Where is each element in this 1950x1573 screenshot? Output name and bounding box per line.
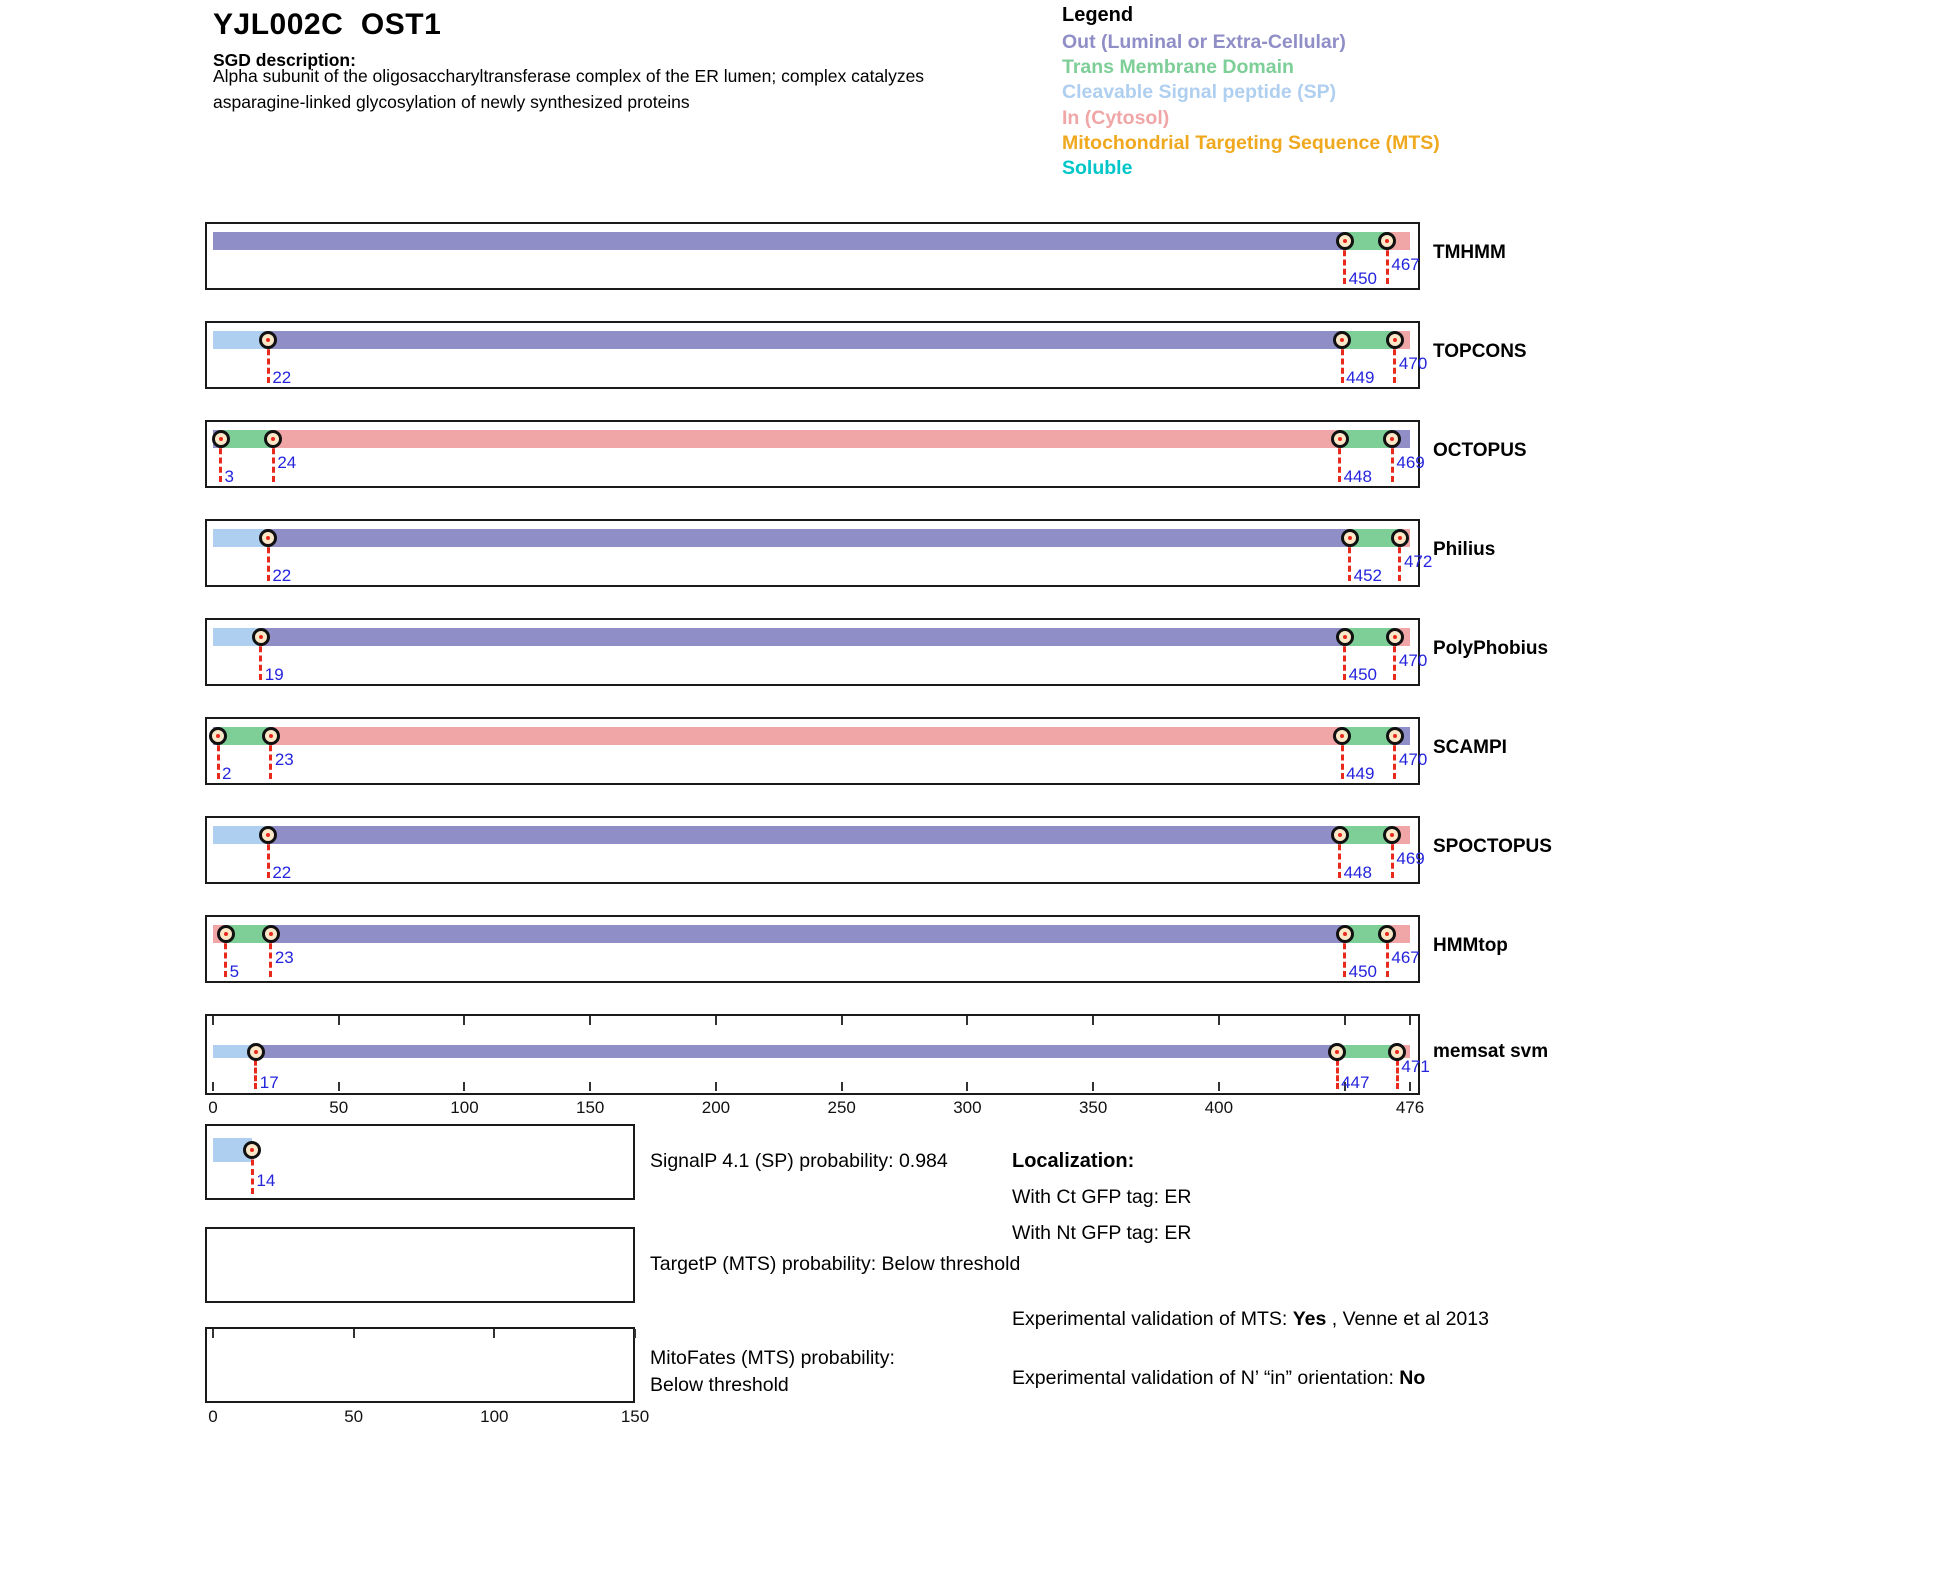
sgd-description-label: SGD description: <box>213 50 356 70</box>
boundary-marker-icon <box>1331 826 1349 844</box>
axis-tick-label: 476 <box>1395 1098 1425 1117</box>
boundary-label: 23 <box>274 948 294 967</box>
boundary-label: 23 <box>274 750 294 769</box>
axis-tick <box>338 1016 340 1025</box>
boundary-label: 450 <box>1348 269 1377 288</box>
boundary-label: 449 <box>1346 764 1375 783</box>
legend-items <box>1062 30 1440 181</box>
axis-tick <box>841 1082 843 1091</box>
prob-axis-tick-label: 0 <box>208 1407 218 1426</box>
boundary-marker-dot <box>1338 437 1342 441</box>
boundary-marker-dot <box>1393 734 1397 738</box>
mts-validation-value: Yes <box>1292 1308 1327 1330</box>
boundary-marker-dot <box>269 932 273 936</box>
localization-title: Localization: <box>1012 1150 1135 1172</box>
prob-axis-tick-label: 50 <box>344 1407 364 1426</box>
axis-tick-label: 200 <box>701 1098 731 1117</box>
legend-item-in: In (Cytosol) <box>1062 106 1170 129</box>
boundary-label: 19 <box>264 665 284 684</box>
boundary-marker-icon <box>1333 727 1351 745</box>
boundary-marker-dot <box>1340 338 1344 342</box>
boundary-marker-dot <box>1343 635 1347 639</box>
axis-tick <box>493 1329 495 1338</box>
legend-item-tm: Trans Membrane Domain <box>1062 56 1294 79</box>
boundary-label: 450 <box>1348 962 1377 981</box>
axis-tick <box>634 1329 636 1338</box>
track-HMMtop <box>0 915 1950 979</box>
boundary-marker-icon <box>1336 232 1354 250</box>
legend-item-soluble: Soluble <box>1062 157 1133 180</box>
boundary-label: 450 <box>1348 665 1377 684</box>
axis-tick <box>715 1082 717 1091</box>
boundary-label: 452 <box>1353 566 1383 585</box>
axis-tick <box>1092 1082 1094 1091</box>
boundary-marker-dot <box>254 1050 258 1054</box>
boundary-marker-dot <box>1398 536 1402 540</box>
prob-box <box>205 1327 635 1403</box>
boundary-marker-dot <box>1385 932 1389 936</box>
prob-caption: MitoFates (MTS) probability: Below threshold <box>650 1347 895 1396</box>
track-Philius <box>0 519 1950 583</box>
axis-tick <box>589 1016 591 1025</box>
legend-item-sp: Cleavable Signal peptide (SP) <box>1062 81 1337 104</box>
legend-item-mts: Mitochondrial Targeting Sequence (MTS) <box>1062 131 1440 154</box>
segment-out <box>268 529 1349 547</box>
boundary-marker-dot <box>1395 1050 1399 1054</box>
axis-tick-label: 0 <box>208 1098 218 1117</box>
boundary-label: 469 <box>1396 849 1425 868</box>
segment-in <box>273 430 1339 448</box>
track-PolyPhobius <box>0 618 1950 682</box>
orientation-validation-value: No <box>1399 1367 1426 1389</box>
track-label: SCAMPI <box>1433 737 1507 758</box>
boundary-marker-dot <box>1343 239 1347 243</box>
axis-tick <box>212 1329 214 1338</box>
track-label: HMMtop <box>1433 935 1508 956</box>
prob-axis-tick-label: 150 <box>620 1407 650 1426</box>
axis-tick <box>463 1082 465 1091</box>
boundary-marker-dot <box>1343 932 1347 936</box>
segment-out <box>268 331 1342 349</box>
boundary-marker-icon <box>1333 331 1351 349</box>
boundary-label: 472 <box>1403 552 1433 571</box>
boundary-marker-dot <box>1338 833 1342 837</box>
localization-ct-gfp: With Ct GFP tag: ER <box>1012 1186 1192 1208</box>
track-OCTOPUS <box>0 420 1950 484</box>
axis-tick-label: 350 <box>1078 1098 1108 1117</box>
boundary-label: 5 <box>229 962 240 981</box>
boundary-marker-dot <box>1335 1050 1339 1054</box>
axis-tick <box>841 1016 843 1025</box>
boundary-marker-icon <box>1341 529 1359 547</box>
boundary-label: 448 <box>1343 863 1372 882</box>
axis-tick <box>1218 1016 1220 1025</box>
axis-tick-label: 50 <box>329 1098 349 1117</box>
boundary-marker-icon <box>262 925 280 943</box>
boundary-marker-dot <box>1390 437 1394 441</box>
boundary-marker-icon <box>1386 628 1404 646</box>
prob-plot-1 <box>0 1227 1950 1299</box>
sgd-description-line1: Alpha subunit of the oligosaccharyltransferase complex of the ER lumen; complex catalyzes <box>213 66 925 86</box>
boundary-marker-dot <box>266 338 270 342</box>
axis-tick <box>589 1082 591 1091</box>
boundary-marker-icon <box>262 727 280 745</box>
boundary-marker-dot <box>271 437 275 441</box>
axis-tick <box>1409 1082 1411 1091</box>
boundary-marker-icon <box>1391 529 1409 547</box>
boundary-marker-dot <box>1393 635 1397 639</box>
boundary-label: 467 <box>1391 255 1420 274</box>
axis-tick <box>212 1082 214 1091</box>
boundary-label: 448 <box>1343 467 1372 486</box>
boundary-marker-icon <box>1328 1043 1346 1061</box>
legend <box>1062 4 1440 181</box>
boundary-marker-icon <box>252 628 270 646</box>
axis-tick <box>966 1016 968 1025</box>
track-label: TOPCONS <box>1433 341 1527 362</box>
boundary-label: 3 <box>224 467 234 486</box>
boundary-marker-icon <box>1331 430 1349 448</box>
boundary-marker-icon <box>1336 628 1354 646</box>
boundary-marker-dot <box>266 536 270 540</box>
track-TOPCONS <box>0 321 1950 385</box>
segment-in <box>271 727 1342 745</box>
track-label: memsat svm <box>1433 1040 1549 1062</box>
track-label: TMHMM <box>1433 242 1506 263</box>
localization-nt-gfp: With Nt GFP tag: ER <box>1012 1222 1192 1244</box>
axis-tick-label: 150 <box>576 1098 605 1117</box>
segment-out <box>268 826 1339 844</box>
boundary-marker-dot <box>219 437 223 441</box>
boundary-label: 14 <box>256 1171 276 1190</box>
boundary-label: 470 <box>1398 651 1428 670</box>
prob-plot-0 <box>0 1124 1950 1196</box>
boundary-marker-dot <box>224 932 228 936</box>
boundary-label: 22 <box>272 566 292 585</box>
axis-tick <box>715 1016 717 1025</box>
boundary-marker-dot <box>1385 239 1389 243</box>
boundary-marker-icon <box>247 1043 265 1061</box>
boundary-label: 22 <box>272 863 292 882</box>
axis-tick <box>212 1016 214 1025</box>
sgd-description-line2: asparagine-linked glycosylation of newly synthesized proteins <box>213 92 690 112</box>
boundary-marker-dot <box>250 1148 254 1152</box>
boundary-marker-dot <box>266 833 270 837</box>
axis-tick <box>1092 1016 1094 1025</box>
segment-out <box>256 1045 1337 1058</box>
boundary-marker-icon <box>1386 727 1404 745</box>
prob-caption: SignalP 4.1 (SP) probability: 0.984 <box>650 1150 948 1172</box>
boundary-label: 471 <box>1401 1057 1430 1076</box>
segment-out <box>213 232 1345 250</box>
boundary-label: 447 <box>1341 1073 1370 1092</box>
boundary-marker-icon <box>217 925 235 943</box>
boundary-marker-dot <box>1340 734 1344 738</box>
axis-tick <box>353 1329 355 1338</box>
axis-tick <box>1409 1016 1411 1025</box>
legend-item-out: Out (Luminal or Extra-Cellular) <box>1062 31 1346 53</box>
boundary-marker-dot <box>1348 536 1352 540</box>
boundary-marker-dot <box>1390 833 1394 837</box>
boundary-label: 470 <box>1398 750 1428 769</box>
segment-out <box>261 628 1345 646</box>
orientation-validation-line: Experimental validation of N’ “in” orientation: No <box>1012 1367 1426 1389</box>
boundary-marker-icon <box>209 727 227 745</box>
axis-tick-label: 250 <box>827 1098 856 1117</box>
axis-tick <box>463 1016 465 1025</box>
axis-tick <box>1344 1016 1346 1025</box>
prob-axis-tick-label: 100 <box>480 1407 509 1426</box>
track-label: PolyPhobius <box>1433 638 1549 659</box>
boundary-marker-dot <box>216 734 220 738</box>
boundary-marker-icon <box>212 430 230 448</box>
boundary-marker-dot <box>269 734 273 738</box>
axis-tick <box>966 1082 968 1091</box>
axis-tick <box>1218 1082 1220 1091</box>
track-SCAMPI <box>0 717 1950 781</box>
track-SPOCTOPUS <box>0 816 1950 880</box>
axis-tick-label: 100 <box>450 1098 479 1117</box>
mts-validation-line: Experimental validation of MTS: Yes , Venne et al 2013 <box>1012 1308 1489 1330</box>
boundary-label: 24 <box>277 453 297 472</box>
boundary-marker-dot <box>259 635 263 639</box>
track-TMHMM <box>0 222 1950 286</box>
prob-plot-2 <box>0 1327 1950 1426</box>
track-label: OCTOPUS <box>1433 440 1527 461</box>
track-memsat-svm <box>0 1014 1950 1091</box>
axis-tick-label: 400 <box>1204 1098 1234 1117</box>
axis-tick <box>338 1082 340 1091</box>
axis-tick-label: 300 <box>953 1098 982 1117</box>
boundary-label: 22 <box>272 368 292 387</box>
boundary-label: 449 <box>1346 368 1375 387</box>
boundary-marker-dot <box>1393 338 1397 342</box>
boundary-label: 17 <box>259 1073 279 1092</box>
boundary-label: 469 <box>1396 453 1425 472</box>
legend-title: Legend <box>1062 4 1134 26</box>
segment-out <box>271 925 1345 943</box>
boundary-label: 467 <box>1391 948 1420 967</box>
track-label: SPOCTOPUS <box>1433 836 1552 857</box>
track-label: Philius <box>1433 539 1496 560</box>
boundary-marker-icon <box>1386 331 1404 349</box>
page-title: YJL002C OST1 <box>213 8 442 41</box>
boundary-label: 2 <box>222 764 232 783</box>
boundary-label: 470 <box>1398 354 1428 373</box>
boundary-marker-icon <box>1336 925 1354 943</box>
prob-box <box>205 1227 635 1303</box>
prob-caption: TargetP (MTS) probability: Below threshold <box>650 1253 1021 1275</box>
